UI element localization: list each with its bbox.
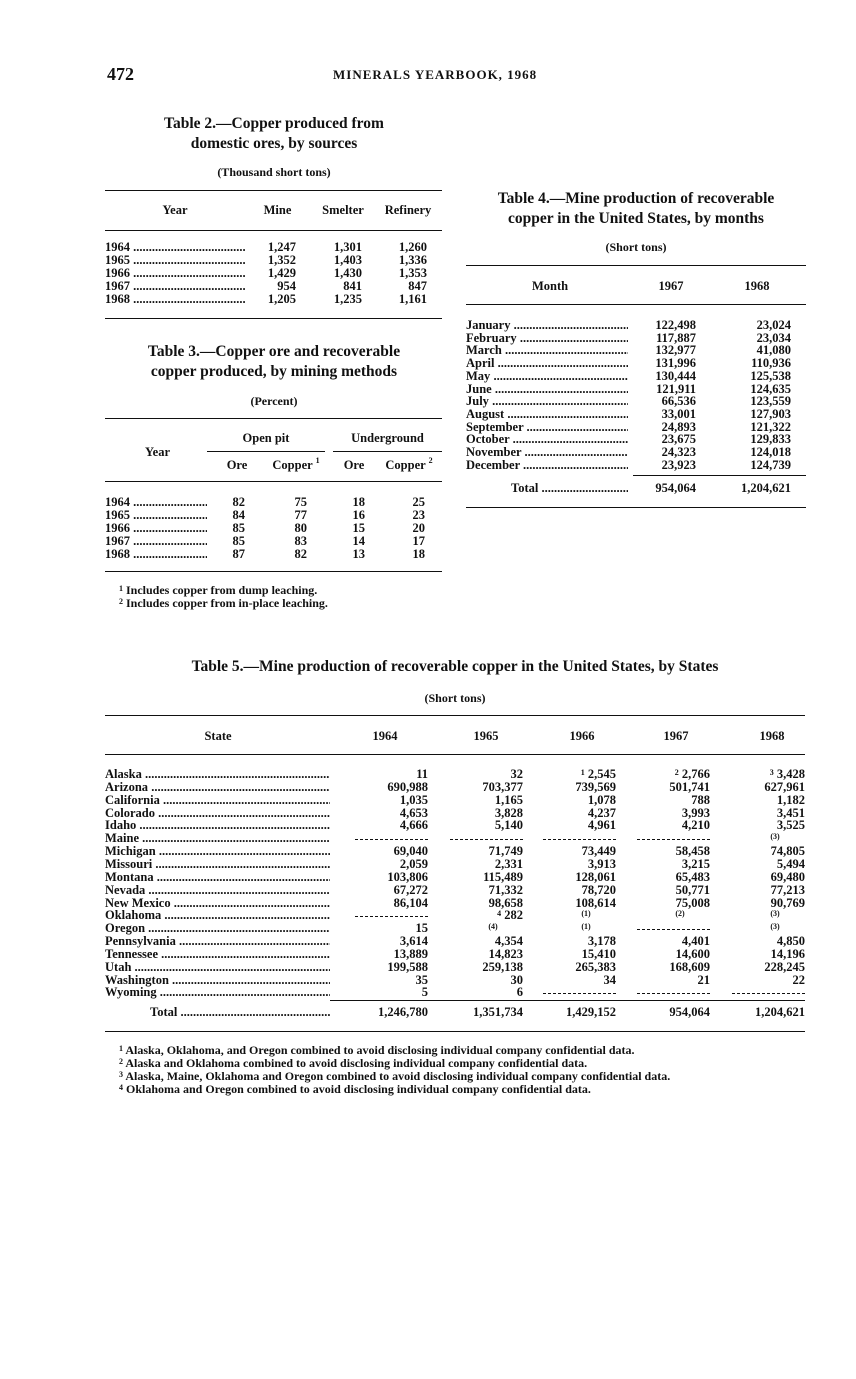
table5-dash-1968 bbox=[732, 993, 805, 994]
table5-1966: 3,913 bbox=[587, 856, 616, 871]
table5-1966: 78,720 bbox=[581, 882, 616, 897]
table5-dash-1967 bbox=[637, 993, 710, 994]
table5-1968: 77,213 bbox=[770, 882, 805, 897]
table5-1967: 65,483 bbox=[675, 869, 710, 884]
table3-header-ore-2: Ore bbox=[343, 458, 365, 472]
table5-1964: 2,059 bbox=[399, 856, 428, 871]
table5-1965: 71,332 bbox=[488, 882, 523, 897]
table4-1967: 130,444 bbox=[655, 368, 696, 383]
table3-openpit-copper: 82 bbox=[294, 547, 307, 561]
table5-1966: 4,237 bbox=[587, 805, 616, 820]
table5-state: Maine ..... bbox=[105, 832, 330, 845]
table5-state: Utah ..... bbox=[105, 961, 330, 974]
table5-1965: 1,165 bbox=[494, 792, 523, 807]
table5-1966-mark: (1) bbox=[581, 909, 591, 919]
table5-1968: 22 bbox=[792, 972, 805, 987]
table5-1967: 50,771 bbox=[675, 882, 710, 897]
table4-header-month: Month bbox=[531, 279, 569, 293]
table5-1967: 3,215 bbox=[681, 856, 710, 871]
table5-1968: 627,961 bbox=[764, 779, 805, 794]
table2-year: 1966 ..... bbox=[105, 267, 245, 280]
table5-1968: 74,805 bbox=[770, 844, 805, 859]
table5-state: Montana ..... bbox=[105, 871, 330, 884]
table4-1967: 122,498 bbox=[655, 318, 696, 332]
table4-1968: 127,903 bbox=[750, 406, 791, 421]
table5-1966: 34 bbox=[603, 972, 616, 987]
table5-total-label: Total ..... bbox=[150, 1006, 330, 1019]
table2-year: 1964 ..... bbox=[105, 241, 245, 254]
table4-title bbox=[463, 189, 809, 229]
table5-1967: 788 bbox=[691, 792, 710, 807]
table5-top-rule bbox=[105, 715, 805, 716]
table2-smelter: 1,301 bbox=[333, 240, 362, 254]
table2-title-line2: domestic ores, by sources bbox=[190, 135, 358, 152]
table5-1965: 14,823 bbox=[488, 946, 523, 961]
table3-openpit-ore: 84 bbox=[232, 508, 245, 522]
table4-1968: 124,635 bbox=[750, 381, 791, 396]
table3-title-line1: Table 3.—Copper ore and recoverable bbox=[147, 343, 401, 360]
table5-units: (Short tons) bbox=[424, 691, 486, 705]
table5-1968: 4,850 bbox=[776, 934, 805, 949]
table5-1964: 67,272 bbox=[393, 882, 428, 897]
table5-footnote-text: Alaska and Oklahoma combined to avoid disclosing individual company confidential data. bbox=[125, 1056, 588, 1070]
table4-1968: 129,833 bbox=[750, 432, 791, 447]
table4-1967: 23,923 bbox=[661, 457, 696, 472]
table4-1968: 110,936 bbox=[751, 356, 791, 371]
table5-1964: 3,614 bbox=[399, 934, 428, 949]
table5-1968: 1,182 bbox=[776, 792, 805, 807]
table4-month: January ..... bbox=[466, 319, 628, 332]
table4-1967: 121,911 bbox=[656, 381, 696, 396]
table5-1967-mark: (2) bbox=[675, 909, 685, 919]
table4-month: October ..... bbox=[466, 433, 628, 446]
table3-underground-ore: 13 bbox=[352, 547, 365, 561]
table4-1967: 131,996 bbox=[655, 356, 696, 371]
table2-mine: 954 bbox=[277, 279, 296, 293]
table5-1966: 4,961 bbox=[587, 818, 616, 833]
table2-header-rule bbox=[105, 230, 442, 231]
table3-header-copper-1: Copper $^1$ bbox=[272, 456, 320, 472]
table3-top-rule bbox=[105, 418, 442, 419]
table5-1966: 1,078 bbox=[587, 792, 616, 807]
table5-1965: 4,354 bbox=[494, 934, 523, 949]
table5-1968: 90,769 bbox=[770, 895, 805, 910]
table4-title-line1: Table 4.—Mine production of recoverable bbox=[497, 190, 775, 207]
table5-1968: 228,245 bbox=[764, 959, 805, 974]
table5-dash-1966 bbox=[543, 839, 616, 840]
table3-title-line2: copper produced, by mining methods bbox=[150, 363, 398, 380]
table4-1967: 117,887 bbox=[656, 330, 696, 345]
table5-1965: 30 bbox=[510, 972, 523, 987]
table4-1968: 125,538 bbox=[750, 368, 791, 383]
table3-openpit-ore: 85 bbox=[232, 534, 245, 548]
table5-1966: 739,569 bbox=[575, 779, 616, 794]
table3-units: (Percent) bbox=[250, 394, 298, 408]
table3-underground-copper: 17 bbox=[412, 534, 425, 548]
table5-header-1968: 1968 bbox=[759, 729, 785, 743]
table5-1968-mark: (3) bbox=[770, 909, 780, 919]
table5-1967: 75,008 bbox=[675, 895, 710, 910]
table5-footnote-text: Alaska, Maine, Oklahoma and Oregon combined to avoid disclosing individual company confidential data. bbox=[125, 1069, 671, 1083]
table5-footnote-text: Alaska, Oklahoma, and Oregon combined to avoid disclosing individual company confidential data. bbox=[125, 1043, 635, 1057]
table5-1966 bbox=[571, 909, 601, 922]
table3-year: 1968 ..... bbox=[105, 548, 207, 561]
page-number: 472 bbox=[107, 64, 134, 84]
table2-refinery: 847 bbox=[408, 279, 427, 293]
table3-header-open-pit: Open pit bbox=[242, 431, 290, 445]
table2-smelter: 1,403 bbox=[333, 253, 362, 267]
table2-title bbox=[105, 114, 443, 154]
table2-mine: 1,205 bbox=[267, 292, 296, 306]
table2-refinery: 1,161 bbox=[398, 292, 427, 306]
table5-1967 bbox=[665, 909, 695, 922]
table5-1965: 32 bbox=[510, 767, 523, 781]
table5-1968: $^3$ 3,428 bbox=[769, 767, 805, 781]
table4-total-1968: 1,204,621 bbox=[741, 481, 791, 495]
table5-1964: 69,040 bbox=[393, 844, 428, 859]
table3-openpit-copper: 77 bbox=[294, 508, 307, 522]
table5-1964: 4,653 bbox=[399, 805, 428, 820]
table5-title: Table 5.—Mine production of recoverable copper in the United States, by States bbox=[191, 658, 719, 675]
table5-1967: 3,993 bbox=[681, 805, 710, 820]
table4-month: November ..... bbox=[466, 446, 628, 459]
table4-total-label: Total ..... bbox=[511, 482, 628, 495]
table3-underground-ore: 14 bbox=[352, 534, 365, 548]
table5-1964: 35 bbox=[415, 972, 428, 987]
table4-month: May ..... bbox=[466, 370, 628, 383]
table5-state: Alaska ..... bbox=[105, 768, 330, 781]
table5-1964: 5 bbox=[421, 985, 428, 1000]
table5-1968-mark: (3) bbox=[770, 832, 780, 842]
table5-header-1966: 1966 bbox=[569, 729, 595, 743]
table2-year: 1967 ..... bbox=[105, 280, 245, 293]
table4-1967: 66,536 bbox=[661, 394, 696, 409]
table5-header-state: State bbox=[204, 729, 232, 743]
table5-state: Washington ..... bbox=[105, 974, 330, 987]
table5-state: New Mexico ..... bbox=[105, 897, 330, 910]
table5-header-rule bbox=[105, 754, 805, 755]
table5-1965: 71,749 bbox=[488, 844, 523, 859]
table5-1964: 199,588 bbox=[387, 959, 428, 974]
table5-1965: 2,331 bbox=[494, 856, 523, 871]
table3-openpit-copper: 80 bbox=[294, 521, 307, 535]
table5-dash-1964 bbox=[355, 916, 428, 917]
table2-mine: 1,429 bbox=[267, 266, 296, 280]
table4-bottom-rule bbox=[466, 507, 806, 508]
table5-1965: $^4$ 282 bbox=[497, 908, 523, 923]
table4-units: (Short tons) bbox=[605, 240, 667, 254]
table5-1964: 103,806 bbox=[387, 869, 428, 884]
table3-underground-ore: 15 bbox=[352, 521, 365, 535]
table4-title-line2: copper in the United States, by months bbox=[508, 210, 764, 227]
table2-header-smelter: Smelter bbox=[322, 203, 364, 217]
table4-1967: 33,001 bbox=[661, 406, 696, 421]
table2-header-year: Year bbox=[162, 203, 188, 217]
table3-bottom-rule bbox=[105, 571, 442, 572]
table5-1965: 3,828 bbox=[494, 805, 523, 820]
table5-1968 bbox=[760, 909, 790, 922]
table3-openpit-copper: 75 bbox=[294, 495, 307, 509]
table5-state: Oklahoma ..... bbox=[105, 909, 330, 922]
table4-month: September ..... bbox=[466, 421, 628, 434]
table5-total-1964: 1,246,780 bbox=[378, 1005, 428, 1019]
table5-1966: 265,383 bbox=[575, 959, 616, 974]
table5-header-1964: 1964 bbox=[372, 729, 398, 743]
table2-units: (Thousand short tons) bbox=[217, 165, 331, 179]
table3-title bbox=[105, 342, 443, 382]
table5-1967-mark: 2 bbox=[674, 768, 679, 777]
table3-header-year: Year bbox=[145, 445, 170, 459]
table5-dash-1967 bbox=[637, 929, 710, 930]
table2-smelter: 1,430 bbox=[333, 266, 362, 280]
table5-total-1965: 1,351,734 bbox=[473, 1005, 523, 1019]
table5-1964: 86,104 bbox=[393, 895, 428, 910]
table5-1966: 73,449 bbox=[581, 844, 616, 859]
table4-header-rule bbox=[466, 304, 806, 305]
table4-1968: 23,034 bbox=[756, 330, 791, 345]
table5-1965: 5,140 bbox=[494, 818, 523, 833]
table5-1966-mark: 1 bbox=[580, 768, 585, 777]
table5-dash-1967 bbox=[637, 839, 710, 840]
table3-header-underground: Underground bbox=[351, 431, 424, 445]
table5-state: Colorado ..... bbox=[105, 807, 330, 820]
table5-1968: 5,494 bbox=[776, 856, 805, 871]
table5-1967: $^2$ 2,766 bbox=[674, 767, 710, 781]
table3-underground-copper: 23 bbox=[412, 508, 425, 522]
table4-1968: 121,322 bbox=[750, 419, 791, 434]
table4-month: June ..... bbox=[466, 383, 628, 396]
table3-header-rule bbox=[105, 481, 442, 482]
table5-1967: 4,401 bbox=[681, 934, 710, 949]
table5-footnote-mark: 3 bbox=[119, 1070, 123, 1079]
table5-state: Tennessee ..... bbox=[105, 948, 330, 961]
table2-bottom-rule bbox=[105, 318, 442, 319]
table4-1968: 23,024 bbox=[756, 318, 791, 332]
table4-month: April ..... bbox=[466, 357, 628, 370]
table5-1964: 1,035 bbox=[399, 792, 428, 807]
table5-footnote-mark: 1 bbox=[119, 1044, 123, 1053]
table2-refinery: 1,353 bbox=[398, 266, 427, 280]
table5-1964: 13,889 bbox=[393, 946, 428, 961]
table2-smelter: 841 bbox=[343, 279, 362, 293]
table4-total-1967: 954,064 bbox=[655, 481, 696, 495]
table5-state: California ..... bbox=[105, 794, 330, 807]
table2-mine: 1,247 bbox=[267, 240, 296, 254]
table3-footnote-2: $^2$ Includes copper from in-place leaching. bbox=[119, 596, 328, 610]
table3-underground-rule bbox=[333, 451, 442, 452]
table3-underground-ore: 16 bbox=[352, 508, 365, 522]
table5-1965: 98,658 bbox=[488, 895, 523, 910]
table5-1967: 4,210 bbox=[681, 818, 710, 833]
table5-1964: 15 bbox=[415, 921, 428, 936]
table5-state: Missouri ..... bbox=[105, 858, 330, 871]
table5-1968: 3,451 bbox=[776, 805, 805, 820]
table4-month: March ..... bbox=[466, 344, 628, 357]
table5-total-1968: 1,204,621 bbox=[755, 1005, 805, 1019]
table4-1968: 41,080 bbox=[756, 343, 791, 358]
table3-openpit-ore: 87 bbox=[232, 547, 245, 561]
table2-top-rule bbox=[105, 190, 442, 191]
table5-1964: 11 bbox=[416, 767, 428, 781]
table2-refinery: 1,336 bbox=[398, 253, 427, 267]
table4-total-rule bbox=[633, 475, 806, 476]
table5-state: Wyoming ..... bbox=[105, 986, 330, 999]
table5-total-rule bbox=[330, 1000, 805, 1001]
table5-1966: 3,178 bbox=[587, 934, 616, 949]
table4-1968: 124,739 bbox=[750, 457, 791, 472]
table5-1966: 108,614 bbox=[575, 895, 616, 910]
table3-openpit-copper: 83 bbox=[294, 534, 307, 548]
table5-footnote-text: Oklahoma and Oregon combined to avoid disclosing individual company confidential data. bbox=[126, 1082, 591, 1096]
table2-smelter: 1,235 bbox=[333, 292, 362, 306]
table5-header-1967: 1967 bbox=[663, 729, 689, 743]
table3-underground-copper: 18 bbox=[412, 547, 425, 561]
table2-year: 1965 ..... bbox=[105, 254, 245, 267]
table4-1967: 24,893 bbox=[661, 419, 696, 434]
table5-state: Pennsylvania ..... bbox=[105, 935, 330, 948]
table5-1968-mark: (3) bbox=[770, 922, 780, 932]
table5-1965: 259,138 bbox=[482, 959, 523, 974]
table3-underground-copper: 20 bbox=[412, 521, 425, 535]
table2-title-line1: Table 2.—Copper produced from bbox=[164, 115, 384, 132]
table5-1965-mark: 4 bbox=[497, 909, 502, 919]
table5-1968-mark: 3 bbox=[769, 768, 774, 777]
table5-1965-mark: (4) bbox=[488, 922, 498, 932]
table5-1964: 690,988 bbox=[387, 779, 428, 794]
table4-top-rule bbox=[466, 265, 806, 266]
table2-header-mine: Mine bbox=[263, 203, 292, 217]
table5-1966: 15,410 bbox=[581, 946, 616, 961]
table5-1965: 6 bbox=[516, 985, 523, 1000]
table5-1967: 168,609 bbox=[669, 959, 710, 974]
running-head: MINERALS YEARBOOK, 1968 bbox=[333, 67, 538, 82]
table4-month: December ..... bbox=[466, 459, 628, 472]
table4-header-1968: 1968 bbox=[744, 279, 770, 293]
table5-footnote-mark: 4 bbox=[119, 1083, 123, 1092]
table5-1968: 69,480 bbox=[770, 869, 805, 884]
table5-1967: 14,600 bbox=[675, 946, 710, 961]
table5-1965: 115,489 bbox=[483, 869, 523, 884]
table5-1967: 501,741 bbox=[669, 779, 710, 794]
table3-header-copper-2: Copper $^2$ bbox=[385, 456, 433, 472]
table5-state: Oregon ..... bbox=[105, 922, 330, 935]
table4-1967: 23,675 bbox=[661, 432, 696, 447]
table5-state: Arizona ..... bbox=[105, 781, 330, 794]
table3-header-ore-1: Ore bbox=[226, 458, 248, 472]
table5-total-1967: 954,064 bbox=[669, 1005, 710, 1019]
table3-underground-copper: 25 bbox=[412, 495, 425, 509]
table5-state: Michigan ..... bbox=[105, 845, 330, 858]
table5-1966: $^1$ 2,545 bbox=[580, 767, 616, 781]
table5-1968: 3,525 bbox=[776, 818, 805, 833]
table5-header-1965: 1965 bbox=[473, 729, 499, 743]
table5-state: Nevada ..... bbox=[105, 884, 330, 897]
table5-dash-1964 bbox=[355, 839, 428, 840]
table2-header-refinery: Refinery bbox=[384, 203, 432, 217]
table5-state: Idaho ..... bbox=[105, 819, 330, 832]
table5-footnote-mark: 2 bbox=[119, 1057, 123, 1066]
table3-openpit-ore: 85 bbox=[232, 521, 245, 535]
table4-1967: 24,323 bbox=[661, 445, 696, 459]
table3-year: 1965 ..... bbox=[105, 509, 207, 522]
table5-1968: 14,196 bbox=[770, 946, 805, 961]
table5-1967: 58,458 bbox=[675, 844, 710, 859]
table4-month: July ..... bbox=[466, 395, 628, 408]
table5-dash-1965 bbox=[450, 839, 523, 840]
table4-month: August ..... bbox=[466, 408, 628, 421]
table5-footnote bbox=[119, 1083, 591, 1096]
table3-open-pit-rule bbox=[207, 451, 325, 452]
table5-1964: 4,666 bbox=[399, 818, 428, 833]
table5-total-1966: 1,429,152 bbox=[566, 1005, 616, 1019]
table3-year: 1964 ..... bbox=[105, 496, 207, 509]
table2-year: 1968 ..... bbox=[105, 293, 245, 306]
table3-year: 1966 ..... bbox=[105, 522, 207, 535]
table5-1966-mark: (1) bbox=[581, 922, 591, 932]
table5-bottom-rule bbox=[105, 1031, 805, 1032]
table5-1965: 703,377 bbox=[482, 779, 523, 794]
table4-1968: 124,018 bbox=[750, 445, 791, 459]
table3-footnote-1: $^1$ Includes copper from dump leaching. bbox=[119, 583, 318, 597]
table4-1967: 132,977 bbox=[655, 343, 696, 358]
table3-underground-ore: 18 bbox=[352, 495, 365, 509]
table3-openpit-ore: 82 bbox=[232, 495, 245, 509]
table4-month: February ..... bbox=[466, 332, 628, 345]
table5-dash-1966 bbox=[543, 993, 616, 994]
table4-header-1967: 1967 bbox=[658, 279, 684, 293]
table2-mine: 1,352 bbox=[267, 253, 296, 267]
table5-1966: 128,061 bbox=[575, 869, 616, 884]
table4-1968: 123,559 bbox=[750, 394, 791, 409]
table5-1967: 21 bbox=[697, 972, 710, 987]
table2-refinery: 1,260 bbox=[398, 240, 427, 254]
table3-year: 1967 ..... bbox=[105, 535, 207, 548]
